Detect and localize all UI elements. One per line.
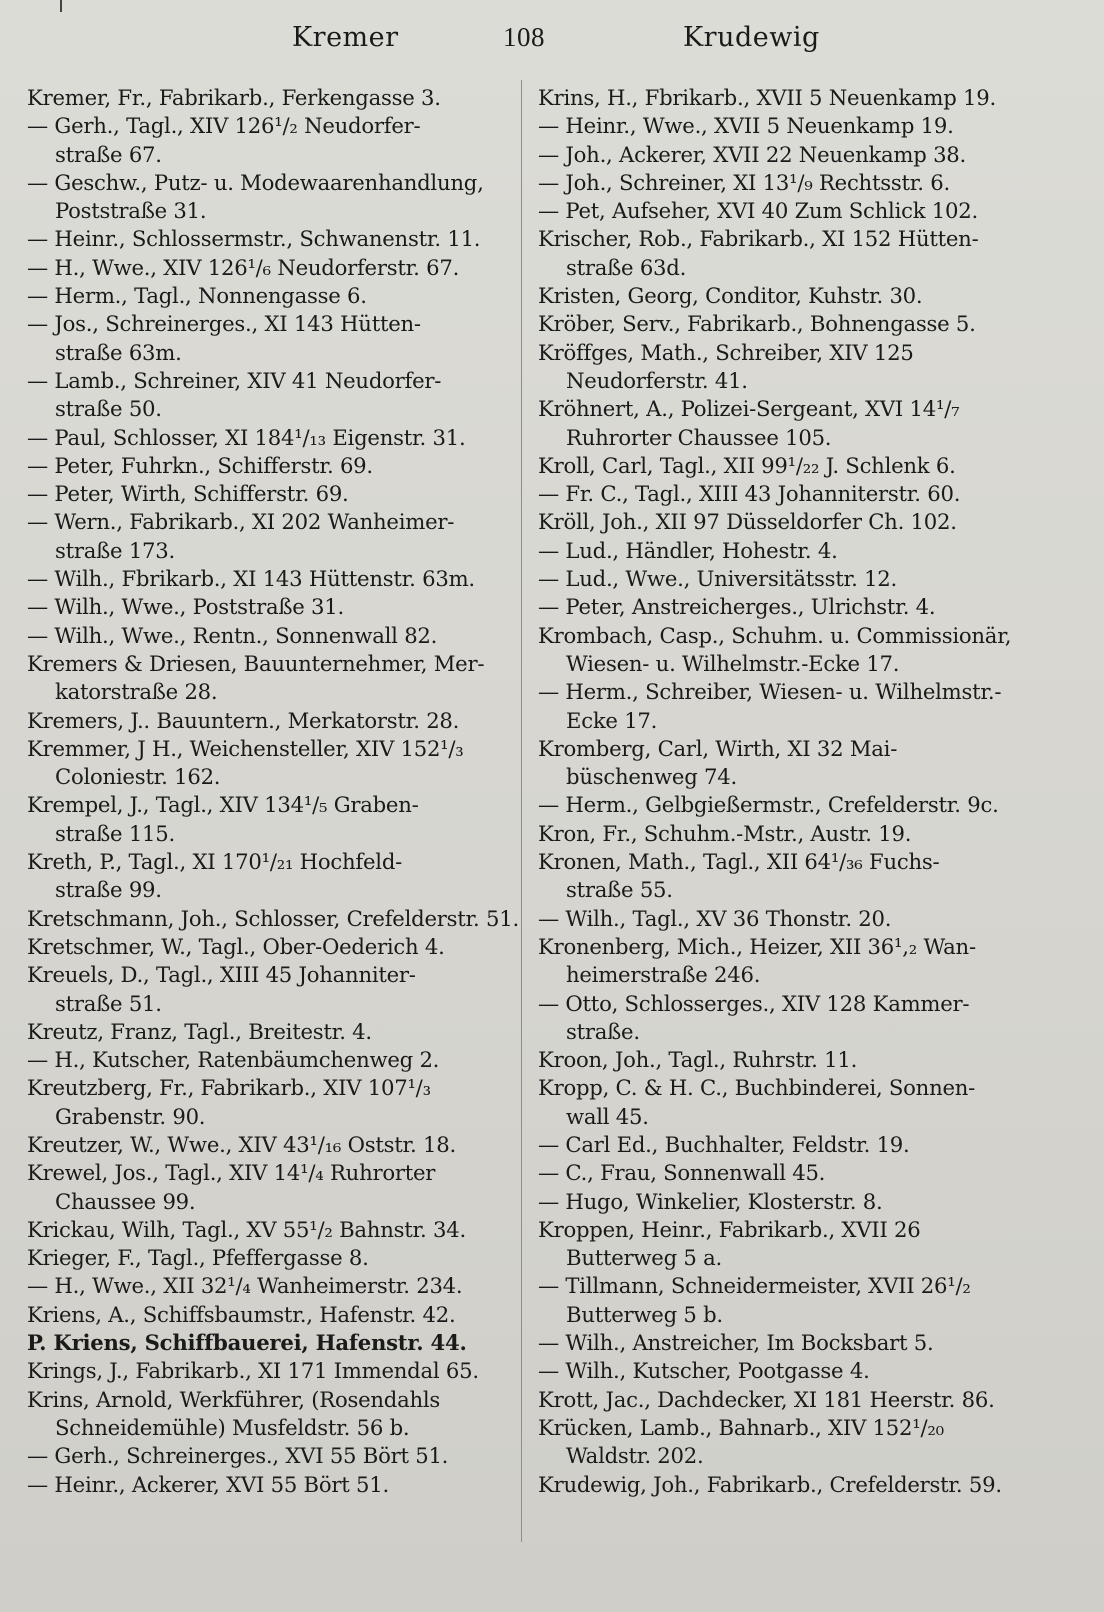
directory-entry: — Peter, Anstreicherges., Ulrichstr. 4. [538, 594, 936, 620]
directory-entry: — Gerh., Tagl., XIV 126¹/₂ Neudorfer- [27, 113, 421, 139]
directory-entry: Krücken, Lamb., Bahnarb., XIV 152¹/₂₀ [538, 1414, 944, 1440]
directory-entry: Kromberg, Carl, Wirth, XI 32 Mai- [538, 735, 898, 761]
directory-entry-continuation: Ruhrorter Chaussee 105. [566, 424, 832, 450]
directory-entry: Kronenberg, Mich., Heizer, XII 36¹,₂ Wan- [538, 933, 976, 959]
directory-entry: — Heinr., Schlossermstr., Schwanenstr. 11. [27, 226, 481, 252]
directory-entry-continuation: Butterweg 5 b. [566, 1301, 723, 1327]
directory-entry-continuation: katorstraße 28. [55, 679, 218, 705]
directory-entry: Kroll, Carl, Tagl., XII 99¹/₂₂ J. Schlenk 6. [538, 452, 956, 478]
directory-entry-continuation: Butterweg 5 a. [566, 1245, 722, 1271]
directory-entry: Krickau, Wilh, Tagl., XV 55¹/₂ Bahnstr. 34. [27, 1216, 466, 1242]
directory-entry-continuation: wall 45. [566, 1103, 649, 1129]
directory-entry-continuation: straße 63m. [55, 339, 182, 365]
directory-entry: Krudewig, Joh., Fabrikarb., Crefelderstr. 59. [538, 1471, 1002, 1497]
directory-entry-continuation: Poststraße 31. [55, 198, 207, 224]
directory-entry: Kroppen, Heinr., Fabrikarb., XVII 26 [538, 1216, 921, 1242]
right-column [538, 84, 1083, 1499]
directory-entry-continuation: Ecke 17. [566, 707, 658, 733]
page-header [0, 18, 1104, 58]
directory-entry-continuation: heimerstraße 246. [566, 962, 761, 988]
directory-entry-continuation: Neudorferstr. 41. [566, 367, 748, 393]
directory-entry: — Wilh., Wwe., Poststraße 31. [27, 594, 344, 620]
directory-entry: Kröhnert, A., Polizei-Sergeant, XVI 14¹/₇ [538, 396, 960, 422]
directory-entry-continuation: straße 63d. [566, 254, 687, 280]
directory-entry-continuation: straße 99. [55, 877, 162, 903]
directory-entry: — Fr. C., Tagl., XIII 43 Johanniterstr. 60. [538, 481, 961, 507]
directory-entry: Krempel, J., Tagl., XIV 134¹/₅ Graben- [27, 792, 419, 818]
directory-entry-continuation: straße 115. [55, 820, 175, 846]
directory-entry-continuation: straße 55. [566, 877, 673, 903]
directory-entry: Kronen, Math., Tagl., XII 64¹/₃₆ Fuchs- [538, 849, 940, 875]
directory-entry: — Lud., Händler, Hohestr. 4. [538, 537, 838, 563]
directory-entry: — Wern., Fabrikarb., XI 202 Wanheimer- [27, 509, 455, 535]
directory-entry: — Geschw., Putz- u. Modewaarenhandlung, [27, 169, 484, 195]
directory-entry: Kretschmann, Joh., Schlosser, Crefelderstr. 51. [27, 905, 519, 931]
margin-mark [60, 0, 62, 12]
header-left-keyword: Kremer [292, 22, 399, 53]
directory-entry: Krombach, Casp., Schuhm. u. Commissionär, [538, 622, 1012, 648]
directory-entry: Kröffges, Math., Schreiber, XIV 125 [538, 339, 914, 365]
left-column [27, 84, 519, 1499]
directory-entry: — Lud., Wwe., Universitätsstr. 12. [538, 566, 898, 592]
directory-entry: Krischer, Rob., Fabrikarb., XI 152 Hütten- [538, 226, 979, 252]
directory-entry-continuation: büschenweg 74. [566, 764, 737, 790]
directory-entry: — Herm., Tagl., Nonnengasse 6. [27, 283, 367, 309]
directory-entry: Kropp, C. & H. C., Buchbinderei, Sonnen- [538, 1075, 976, 1101]
directory-entry: — Jos., Schreinerges., XI 143 Hütten- [27, 311, 421, 337]
directory-entry: Krings, J., Fabrikarb., XI 171 Immendal 65. [27, 1358, 479, 1384]
directory-entry: — Herm., Gelbgießermstr., Crefelderstr. 9c. [538, 792, 999, 818]
directory-entry-continuation: Waldstr. 202. [566, 1443, 704, 1469]
directory-entry: Kretschmer, W., Tagl., Ober-Oederich 4. [27, 933, 445, 959]
directory-entry-continuation: straße 173. [55, 537, 175, 563]
directory-entry: — Joh., Schreiner, XI 13¹/₉ Rechtsstr. 6. [538, 169, 950, 195]
directory-entry: — Heinr., Wwe., XVII 5 Neuenkamp 19. [538, 113, 954, 139]
directory-entry: — Hugo, Winkelier, Klosterstr. 8. [538, 1188, 883, 1214]
directory-entry: Kreutzberg, Fr., Fabrikarb., XIV 107¹/₃ [27, 1075, 431, 1101]
directory-entry: — Carl Ed., Buchhalter, Feldstr. 19. [538, 1131, 910, 1157]
directory-entry: Kröll, Joh., XII 97 Düsseldorfer Ch. 102. [538, 509, 957, 535]
directory-entry: — Pet, Aufseher, XVI 40 Zum Schlick 102. [538, 198, 978, 224]
directory-entry-continuation: straße 51. [55, 990, 162, 1016]
directory-entry-continuation: Chaussee 99. [55, 1188, 196, 1214]
directory-entry: Kreuels, D., Tagl., XIII 45 Johanniter- [27, 962, 416, 988]
directory-entry-continuation: Coloniestr. 162. [55, 764, 221, 790]
directory-entry: Kreutz, Franz, Tagl., Breitestr. 4. [27, 1018, 372, 1044]
directory-entry: — Heinr., Ackerer, XVI 55 Bört 51. [27, 1471, 389, 1497]
directory-entry-continuation: Wiesen- u. Wilhelmstr.-Ecke 17. [566, 650, 900, 676]
directory-entry: — Paul, Schlosser, XI 184¹/₁₃ Eigenstr. 31. [27, 424, 466, 450]
directory-entry: — Otto, Schlosserges., XIV 128 Kammer- [538, 990, 970, 1016]
directory-entry-continuation: Schneidemühle) Musfeldstr. 56 b. [55, 1414, 410, 1440]
directory-entry: — H., Kutscher, Ratenbäumchenweg 2. [27, 1047, 440, 1073]
directory-entry: Kremers, J.. Bauuntern., Merkatorstr. 28. [27, 707, 460, 733]
directory-entry: P. Kriens, Schiffbauerei, Hafenstr. 44. [27, 1330, 467, 1356]
directory-entry: — Wilh., Wwe., Rentn., Sonnenwall 82. [27, 622, 438, 648]
directory-entry: — Peter, Wirth, Schifferstr. 69. [27, 481, 349, 507]
directory-entry: Kröber, Serv., Fabrikarb., Bohnengasse 5. [538, 311, 976, 337]
directory-entry: Kroon, Joh., Tagl., Ruhrstr. 11. [538, 1047, 858, 1073]
directory-entry: — Wilh., Anstreicher, Im Bocksbart 5. [538, 1330, 934, 1356]
directory-entry: — C., Frau, Sonnenwall 45. [538, 1160, 826, 1186]
directory-entry: Kremer, Fr., Fabrikarb., Ferkengasse 3. [27, 85, 441, 110]
directory-entry: — H., Wwe., XIV 126¹/₆ Neudorferstr. 67. [27, 254, 460, 280]
directory-entry: — Wilh., Fbrikarb., XI 143 Hüttenstr. 63m. [27, 566, 475, 592]
directory-entry: — Lamb., Schreiner, XIV 41 Neudorfer- [27, 367, 442, 393]
header-right-keyword: Krudewig [683, 22, 820, 53]
directory-entry: Krieger, F., Tagl., Pfeffergasse 8. [27, 1245, 369, 1271]
directory-entry: — Gerh., Schreinerges., XVI 55 Bört 51. [27, 1443, 449, 1469]
page-number: 108 [503, 22, 545, 52]
directory-entry: Krott, Jac., Dachdecker, XI 181 Heerstr. 86. [538, 1386, 995, 1412]
directory-entry-continuation: straße 67. [55, 141, 162, 167]
directory-entry: Krins, Arnold, Werkführer, (Rosendahls [27, 1386, 441, 1412]
directory-entry-continuation: straße 50. [55, 396, 162, 422]
directory-entry: Kriens, A., Schiffsbaumstr., Hafenstr. 42. [27, 1301, 456, 1327]
directory-entry: Kreth, P., Tagl., XI 170¹/₂₁ Hochfeld- [27, 849, 403, 875]
directory-entry: Kreutzer, W., Wwe., XIV 43¹/₁₆ Oststr. 18. [27, 1131, 456, 1157]
directory-entry: — Wilh., Kutscher, Pootgasse 4. [538, 1358, 870, 1384]
directory-entry: Kristen, Georg, Conditor, Kuhstr. 30. [538, 283, 923, 309]
column-divider [521, 80, 522, 1542]
directory-entry-continuation: straße. [566, 1018, 640, 1044]
directory-entry: — H., Wwe., XII 32¹/₄ Wanheimerstr. 234. [27, 1273, 463, 1299]
directory-entry: — Peter, Fuhrkn., Schifferstr. 69. [27, 452, 373, 478]
directory-entry: Kremmer, J H., Weichensteller, XIV 152¹/₃ [27, 735, 464, 761]
directory-entry: — Joh., Ackerer, XVII 22 Neuenkamp 38. [538, 141, 967, 167]
directory-entry: Kron, Fr., Schuhm.-Mstr., Austr. 19. [538, 820, 912, 846]
directory-entry: — Tillmann, Schneidermeister, XVII 26¹/₂ [538, 1273, 971, 1299]
directory-entry: — Herm., Schreiber, Wiesen- u. Wilhelmstr.- [538, 679, 1002, 705]
directory-entry: Krins, H., Fbrikarb., XVII 5 Neuenkamp 19. [538, 85, 996, 110]
directory-entry-continuation: Grabenstr. 90. [55, 1103, 206, 1129]
directory-entry: — Wilh., Tagl., XV 36 Thonstr. 20. [538, 905, 892, 931]
directory-entry: Kremers & Driesen, Bauunternehmer, Mer- [27, 650, 485, 676]
directory-entry: Krewel, Jos., Tagl., XIV 14¹/₄ Ruhrorter [27, 1160, 436, 1186]
